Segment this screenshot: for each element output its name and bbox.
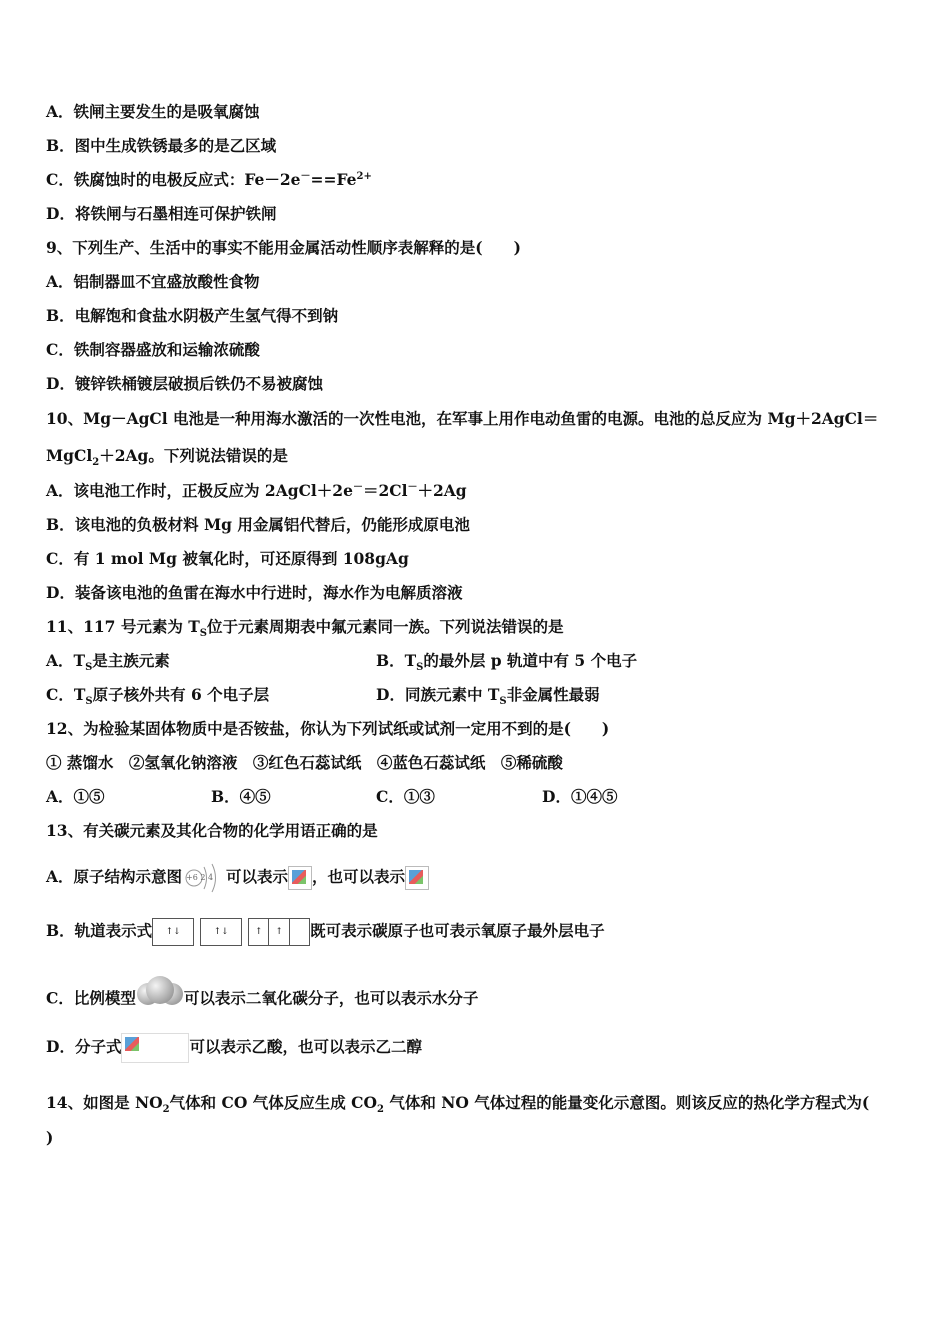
- q13-option-a: [46, 860, 429, 895]
- molecular-formula-image: [121, 1033, 189, 1063]
- broken-image-icon: [405, 866, 429, 890]
- q13-a-text3: ，也可以表示: [312, 867, 406, 886]
- q9-option-b: B．电解饱和食盐水阴极产生氢气得不到钠: [46, 306, 339, 325]
- q13-stem: 13、有关碳元素及其化合物的化学用语正确的是: [46, 821, 378, 840]
- q10-a-sup1: －: [352, 481, 363, 493]
- q11-option-a: [46, 651, 170, 674]
- q11-a-a: A．T: [46, 651, 86, 670]
- q9-option-c: C．铁制容器盛放和运输浓硫酸: [46, 340, 260, 359]
- orbital-2p-cell-1: ↑: [249, 919, 269, 945]
- q8-option-b: B．图中生成铁锈最多的是乙区域: [46, 136, 277, 155]
- q11-b-b: 的最外层 p 轨道中有 5 个电子: [423, 651, 638, 670]
- q10-option-b: B．该电池的负极材料 Mg 用金属铝代替后，仍能形成原电池: [46, 515, 470, 534]
- q8-option-c-mid: ==Fe: [310, 170, 357, 189]
- q11-stem-a: 11、117 号元素为 T: [46, 617, 200, 636]
- q10-option-c: C．有 1 mol Mg 被氧化时，可还原得到 108gAg: [46, 549, 409, 568]
- q10-a-sup2: －: [407, 481, 418, 493]
- q9-option-d: D．镀锌铁桶镀层破损后铁仍不易被腐蚀: [46, 374, 323, 393]
- q11-option-d: [376, 685, 600, 708]
- q8-option-a: A．铁闸主要发生的是吸氧腐蚀: [46, 102, 260, 121]
- q13-b-text1: B．轨道表示式: [46, 921, 153, 940]
- q8-option-c-text: C．铁腐蚀时的电极反应式：Fe－2e: [46, 170, 301, 189]
- q11-c-a: C．T: [46, 685, 86, 704]
- q13-a-text1: A．原子结构示意图: [46, 867, 183, 886]
- q11-a-sub: S: [85, 662, 93, 674]
- q10-option-a: [46, 481, 467, 501]
- q9-option-a: A．铝制器皿不宜盛放酸性食物: [46, 272, 260, 291]
- q13-b-text2: 既可表示碳原子也可表示氧原子最外层电子: [310, 921, 605, 940]
- q13-d-text1: D．分子式: [46, 1037, 122, 1056]
- q11-option-b: [376, 651, 638, 674]
- q9-stem: 9、下列生产、生活中的事实不能用金属活动性顺序表解释的是( ): [46, 238, 521, 257]
- molecule-model-icon: [136, 972, 184, 1012]
- q13-c-text2: 可以表示二氧化碳分子，也可以表示水分子: [183, 988, 479, 1008]
- q8-option-c-sup1: －: [300, 170, 311, 182]
- q10-stem-rest: ＋2Ag。下列说法错误的是: [99, 446, 288, 465]
- q13-c-text1: C．比例模型: [46, 988, 136, 1008]
- q12-option-a: A．①⑤: [46, 787, 105, 806]
- q10-stem-sub: 2: [92, 457, 100, 469]
- q14-stem-a: 14、如图是 NO: [46, 1093, 163, 1112]
- q14-sub2: 2: [376, 1104, 384, 1116]
- q14-stem-end: ): [46, 1128, 54, 1147]
- q8-option-c: [46, 170, 372, 190]
- q10-option-d: D．装备该电池的鱼雷在海水中行进时，海水作为电解质溶液: [46, 583, 463, 602]
- q11-b-sub: S: [416, 662, 424, 674]
- orbital-2p-cell-3: [290, 919, 309, 945]
- q11-b-a: B．T: [376, 651, 417, 670]
- q14-stem: [46, 1093, 870, 1116]
- q10-stem-line1: 10、Mg－AgCl 电池是一种用海水激活的一次性电池，在军事上用作电动鱼雷的电源。电池的总反应为 Mg＋2AgCl＝: [46, 409, 879, 428]
- q10-a-part3: ＋2Ag: [417, 481, 467, 500]
- broken-image-icon: [288, 866, 312, 890]
- q12-reagents: ① 蒸馏水 ②氢氧化钠溶液 ③红色石蕊试纸 ④蓝色石蕊试纸 ⑤稀硫酸: [46, 753, 563, 772]
- q11-c-sub: S: [85, 696, 93, 708]
- q14-stem-b: 气体和 CO 气体反应生成 CO: [169, 1093, 377, 1112]
- q12-option-d: D．①④⑤: [542, 787, 618, 806]
- orbital-2p-cell-2: ↑: [269, 919, 289, 945]
- q11-d-sub: S: [499, 696, 507, 708]
- q11-option-c: [46, 685, 270, 708]
- q11-d-b: 非金属性最弱: [506, 685, 600, 704]
- q13-option-b: [46, 914, 605, 948]
- q11-stem-b: 位于元素周期表中氟元素同一族。下列说法错误的是: [207, 617, 564, 636]
- q11-stem-sub: S: [199, 628, 207, 640]
- q8-option-d: D．将铁闸与石墨相连可保护铁闸: [46, 204, 277, 223]
- q12-option-c: C．①③: [376, 787, 435, 806]
- q11-a-b: 是主族元素: [92, 651, 170, 670]
- atomic-diagram-label: +6 2 4: [186, 873, 214, 882]
- q10-stem-mgcl: MgCl: [46, 446, 93, 465]
- q13-a-text2: 可以表示: [226, 867, 289, 886]
- orbital-box-2s: ↑↓: [200, 918, 242, 946]
- atomic-structure-diagram: [182, 861, 226, 895]
- q10-a-part2: ＝2Cl: [362, 481, 408, 500]
- q14-sub1: 2: [162, 1104, 170, 1116]
- broken-image-icon: [122, 1034, 144, 1056]
- q11-stem: [46, 617, 564, 640]
- q13-option-c: [46, 972, 478, 1027]
- q10-a-part1: A．该电池工作时，正极反应为 2AgCl＋2e: [46, 481, 353, 500]
- q11-d-a: D．同族元素中 T: [376, 685, 500, 704]
- orbital-box-1s: ↑↓: [152, 918, 194, 946]
- q13-d-text2: 可以表示乙酸，也可以表示乙二醇: [189, 1037, 422, 1056]
- q10-stem-line2: [46, 446, 288, 469]
- q12-stem: 12、为检验某固体物质中是否铵盐，你认为下列试纸或试剂一定用不到的是( ): [46, 719, 610, 738]
- q11-c-b: 原子核外共有 6 个电子层: [92, 685, 270, 704]
- q13-option-d: [46, 1030, 422, 1064]
- q14-stem-c: 气体和 NO 气体过程的能量变化示意图。则该反应的热化学方程式为(: [383, 1093, 870, 1112]
- q8-option-c-sup2: 2+: [356, 170, 372, 182]
- space-filling-model: [136, 972, 184, 1027]
- orbital-box-2p: [248, 918, 310, 946]
- q12-option-b: B．④⑤: [211, 787, 271, 806]
